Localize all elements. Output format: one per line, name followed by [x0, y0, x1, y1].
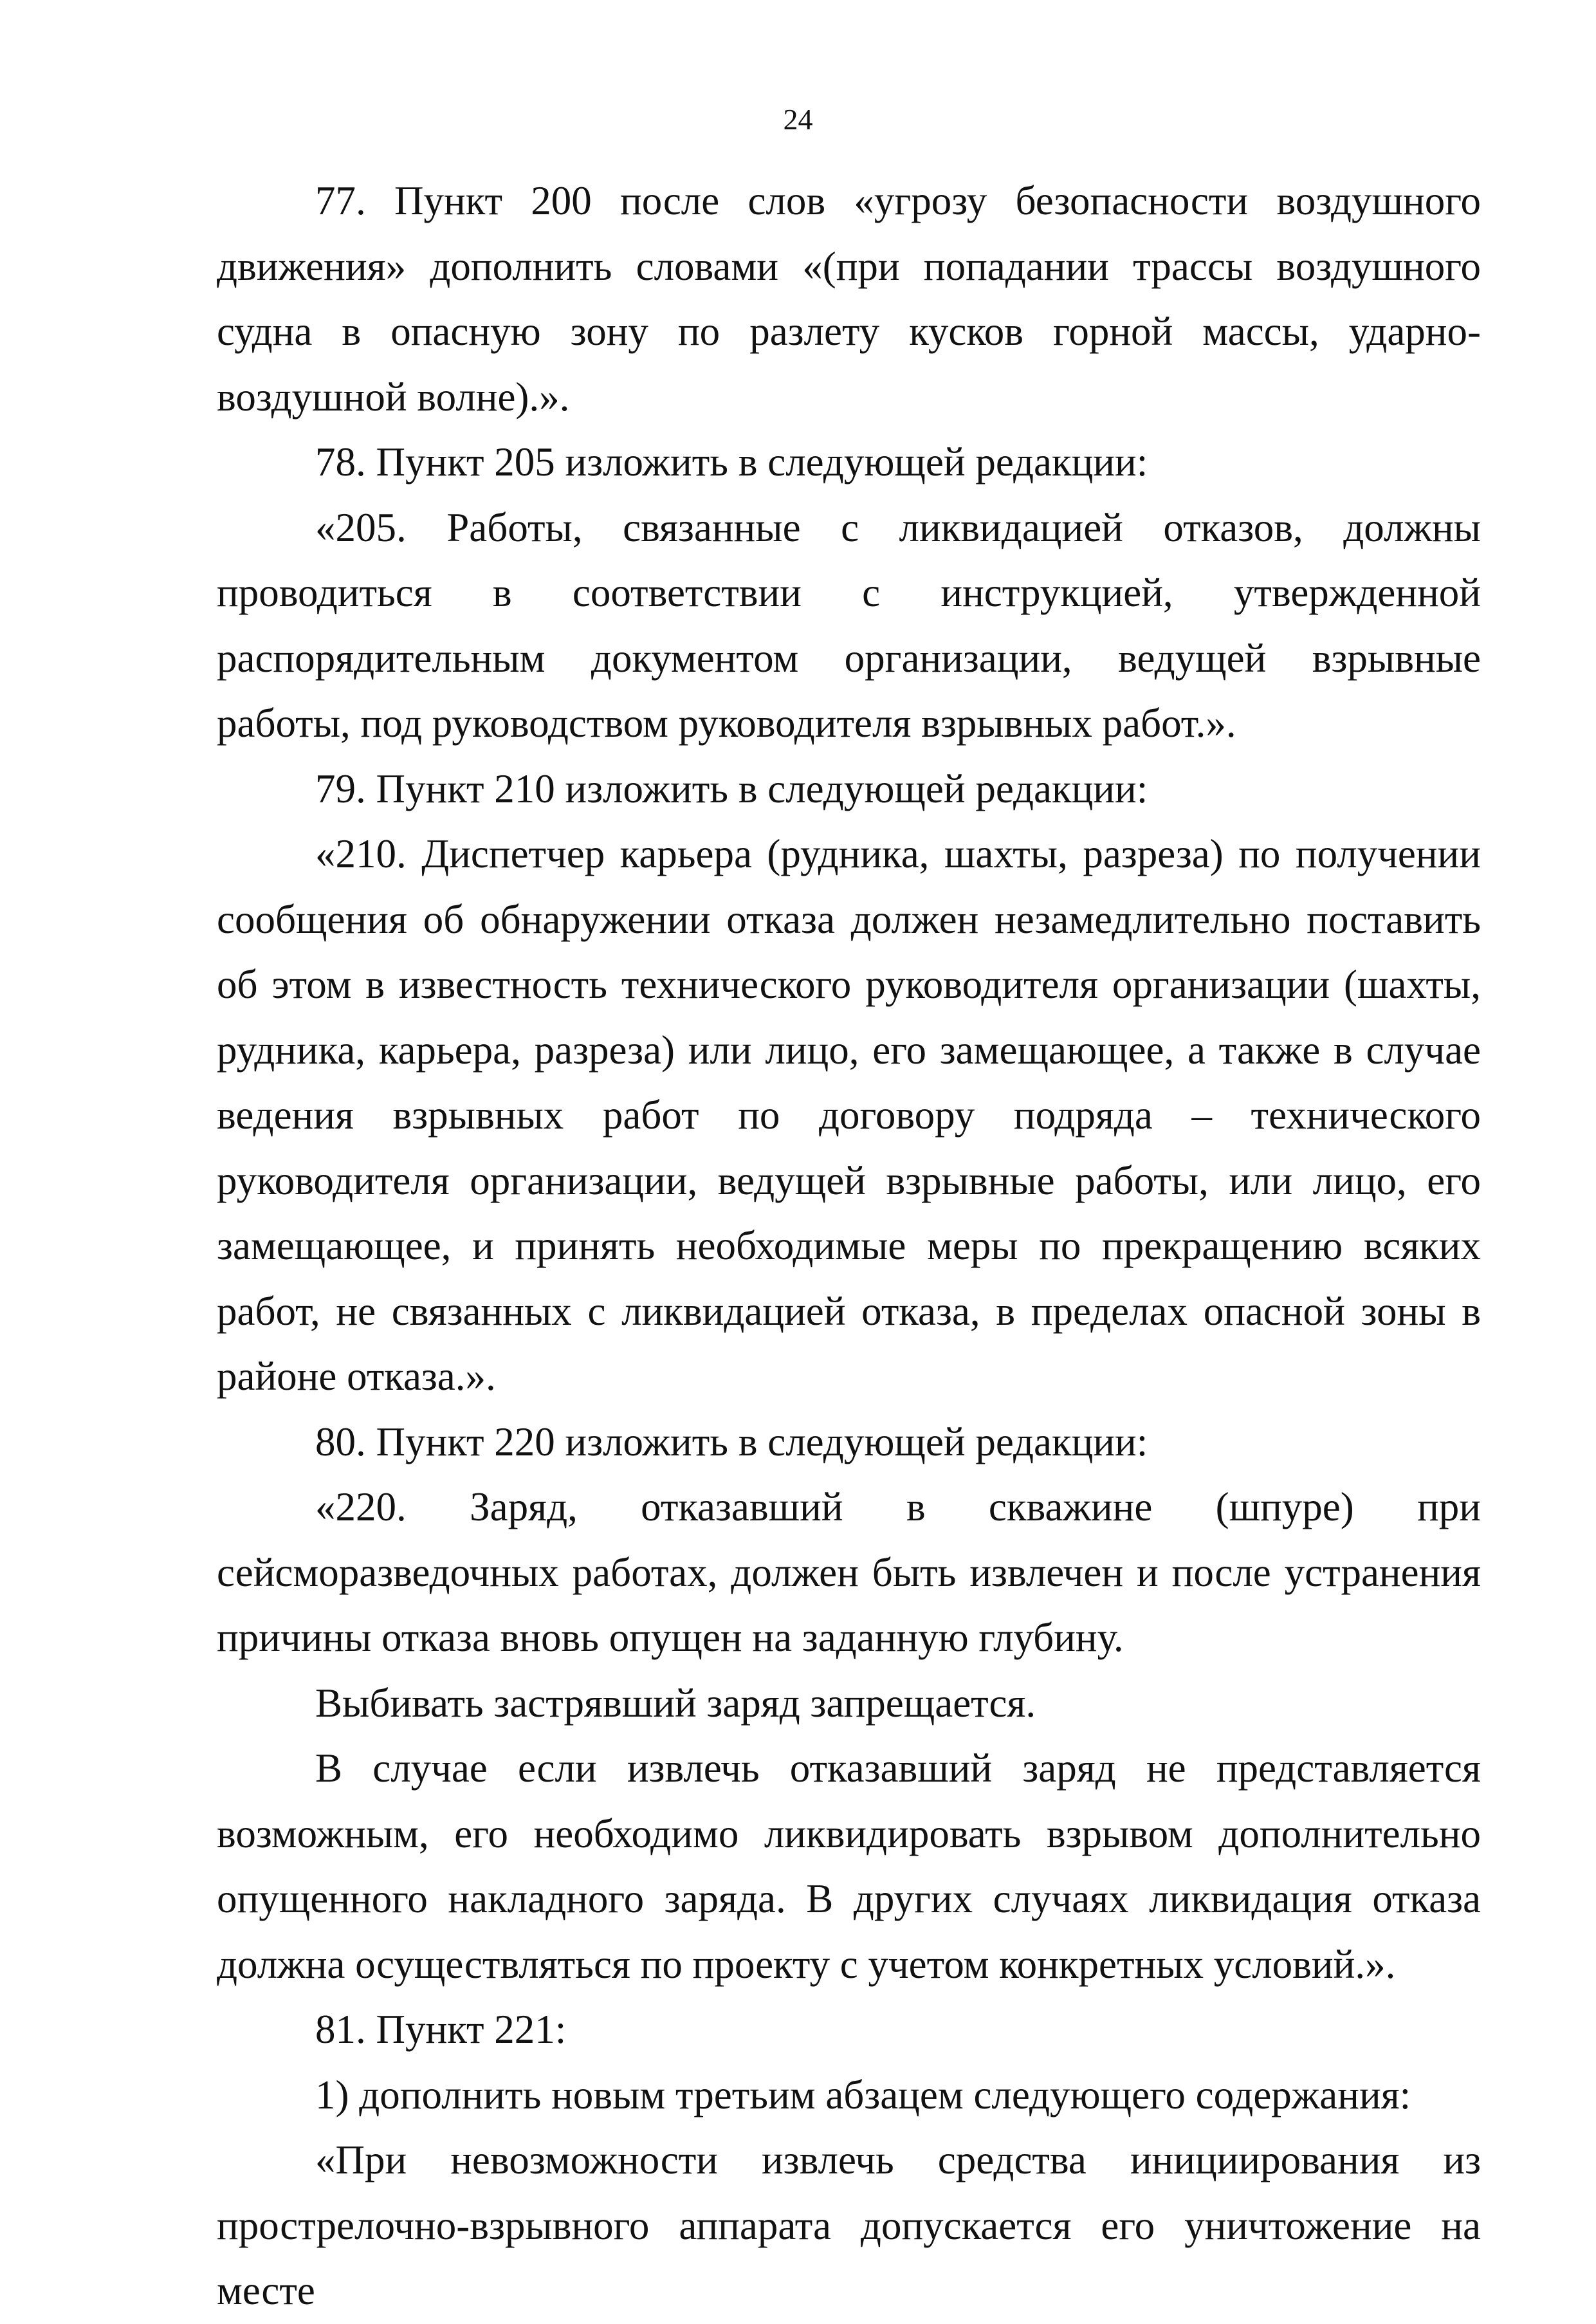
- document-body: [217, 169, 1481, 2324]
- paragraph-prohibition: Выбивать застрявший заряд запрещается.: [315, 1680, 1036, 1726]
- paragraph-77: 77. Пункт 200 после слов «угрозу безопасности воздушного движения» дополнить словами «(при попадании трассы воздушного судна в опасную зону по разлету кусков горной массы, ударно-воздушной волне).».: [217, 178, 1481, 420]
- paragraph-210-text: «210. Диспетчер карьера (рудника, шахты, разреза) по получении сообщения об обнаружении отказа должен незамедлительно поставить об этом в известность технического руководителя организации (шахты, рудника, карьера, разреза) или лицо, его замещающее, а также в случае ведения взрывных работ по договору подряда – технического руководителя организации, ведущей взрывные работы, или лицо, его замещающее, и принять необходимые меры по прекращению всяких работ, не связанных с ликвидацией отказа, в пределах опасной зоны в районе отказа.».: [217, 831, 1481, 1399]
- paragraph-charge-liquidation: В случае если извлечь отказавший заряд не представляется возможным, его необходимо ликвидировать взрывом дополнительно опущенного накладного заряда. В других случаях ликвидация отказа должна осуществляться по проекту с учетом конкретных условий.».: [217, 1746, 1481, 1987]
- paragraph-78: 78. Пункт 205 изложить в следующей редакции:: [315, 439, 1148, 484]
- page-number: 24: [783, 103, 813, 136]
- paragraph-80: 80. Пункт 220 изложить в следующей редакции:: [315, 1419, 1148, 1464]
- paragraph-new-third-abzac: «При невозможности извлечь средства инициирования из прострелочно-взрывного аппарата допускается его уничтожение на месте: [217, 2137, 1481, 2313]
- paragraph-81-item-1: 1) дополнить новым третьим абзацем следующего содержания:: [315, 2072, 1411, 2117]
- paragraph-220-text: «220. Заряд, отказавший в скважине (шпуре) при сейсморазведочных работах, должен быть извлечен и после устранения причины отказа вновь опущен на заданную глубину.: [217, 1484, 1481, 1660]
- paragraph-205-text: «205. Работы, связанные с ликвидацией отказов, должны проводиться в соответствии с инструкцией, утвержденной распорядительным документом организации, ведущей взрывные работы, под руководством руководителя взрывных работ.».: [217, 504, 1481, 746]
- paragraph-81: 81. Пункт 221:: [315, 2007, 567, 2052]
- paragraph-79: 79. Пункт 210 изложить в следующей редакции:: [315, 766, 1148, 811]
